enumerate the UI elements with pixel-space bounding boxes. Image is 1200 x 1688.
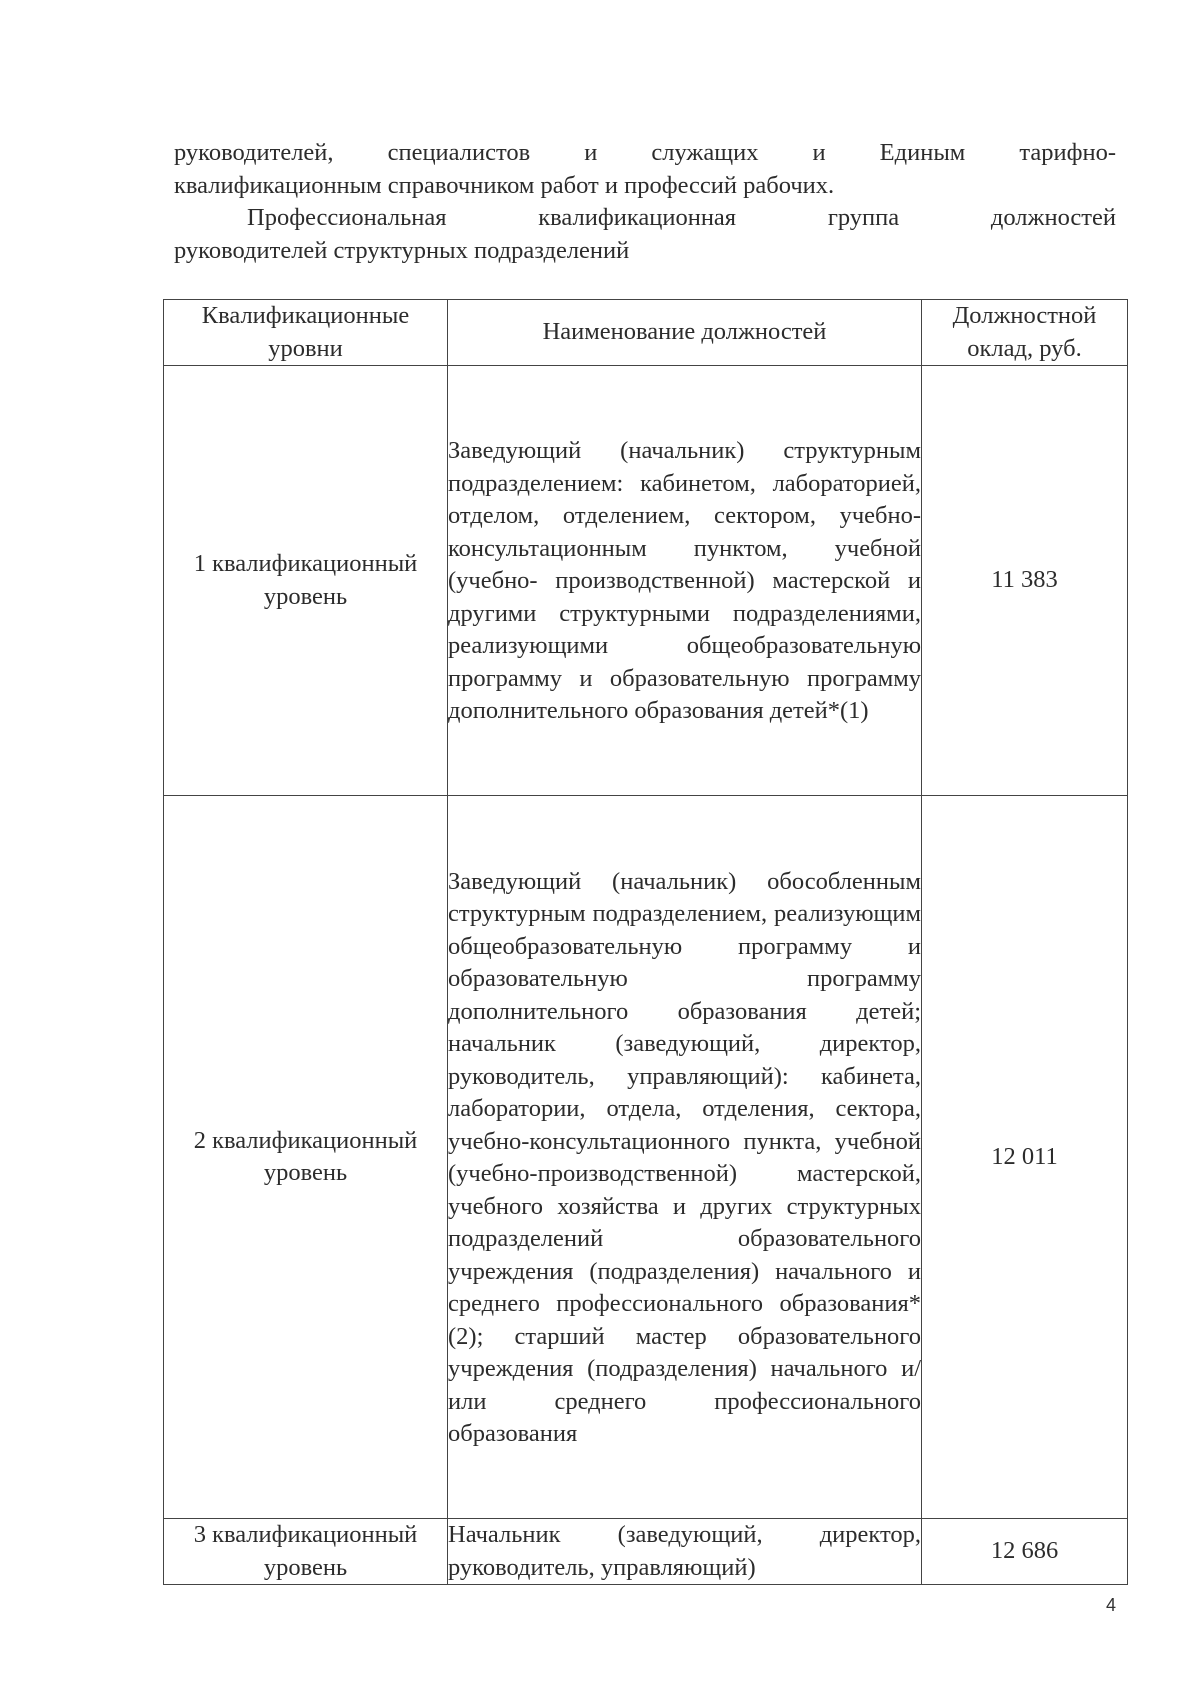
row-salary: 11 383 <box>922 366 1128 796</box>
row-salary: 12 011 <box>922 796 1128 1519</box>
intro-line-1: руководителей, специалистов и служащих и Единым тарифно- <box>174 139 1116 166</box>
row-level: 2 квалификационный уровень <box>164 796 448 1519</box>
intro-line-2: квалификационным справочником работ и профессий рабочих. <box>174 171 835 199</box>
intro-line-4: руководителей структурных подразделений <box>174 236 630 264</box>
table-row <box>164 796 1128 1519</box>
header-levels: Квалификационные уровни <box>164 300 448 366</box>
intro-line-3: Профессиональная квалификационная группа должностей <box>247 204 1116 231</box>
row-positions: Заведующий (начальник) структурным подразделением: кабинетом, лабораторией, отделом, отделением, сектором, учебно-консультационным пунктом, учебной (учебно- производственной) мастерской и другими структурными подразделениями, реализующими общеобразовательную программу и образовательную программу дополнительного образования детей*(1) <box>448 366 922 796</box>
row-level: 1 квалификационный уровень <box>164 366 448 796</box>
page-number: 4 <box>1106 1595 1117 1615</box>
table-row <box>164 366 1128 796</box>
header-salary: Должностной оклад, руб. <box>922 300 1128 366</box>
table-header-row <box>164 300 1128 366</box>
row-positions: Заведующий (начальник) обособленным структурным подразделением, реализующим общеобразовательную программу и образовательную программу дополнительного образования детей; начальник (заведующий, директор, руководитель, управляющий): кабинета, лаборатории, отдела, отделения, сектора, учебно-консультационного пункта, учебной (учебно-производственной) мастерской, учебного хозяйства и других структурных подразделений образовательного учреждения (подразделения) начального и среднего профессионального образования*(2); старший мастер образовательного учреждения (подразделения) начального и/или среднего профессионального образования <box>448 796 922 1519</box>
header-positions: Наименование должностей <box>448 300 922 366</box>
table-row <box>164 1519 1128 1585</box>
row-level: 3 квалификационный уровень <box>164 1519 448 1585</box>
row-positions: Начальник (заведующий, директор, руководитель, управляющий) <box>448 1519 922 1585</box>
row-salary: 12 686 <box>922 1519 1128 1585</box>
intro-text <box>174 137 1116 267</box>
salary-table <box>163 299 1128 1585</box>
